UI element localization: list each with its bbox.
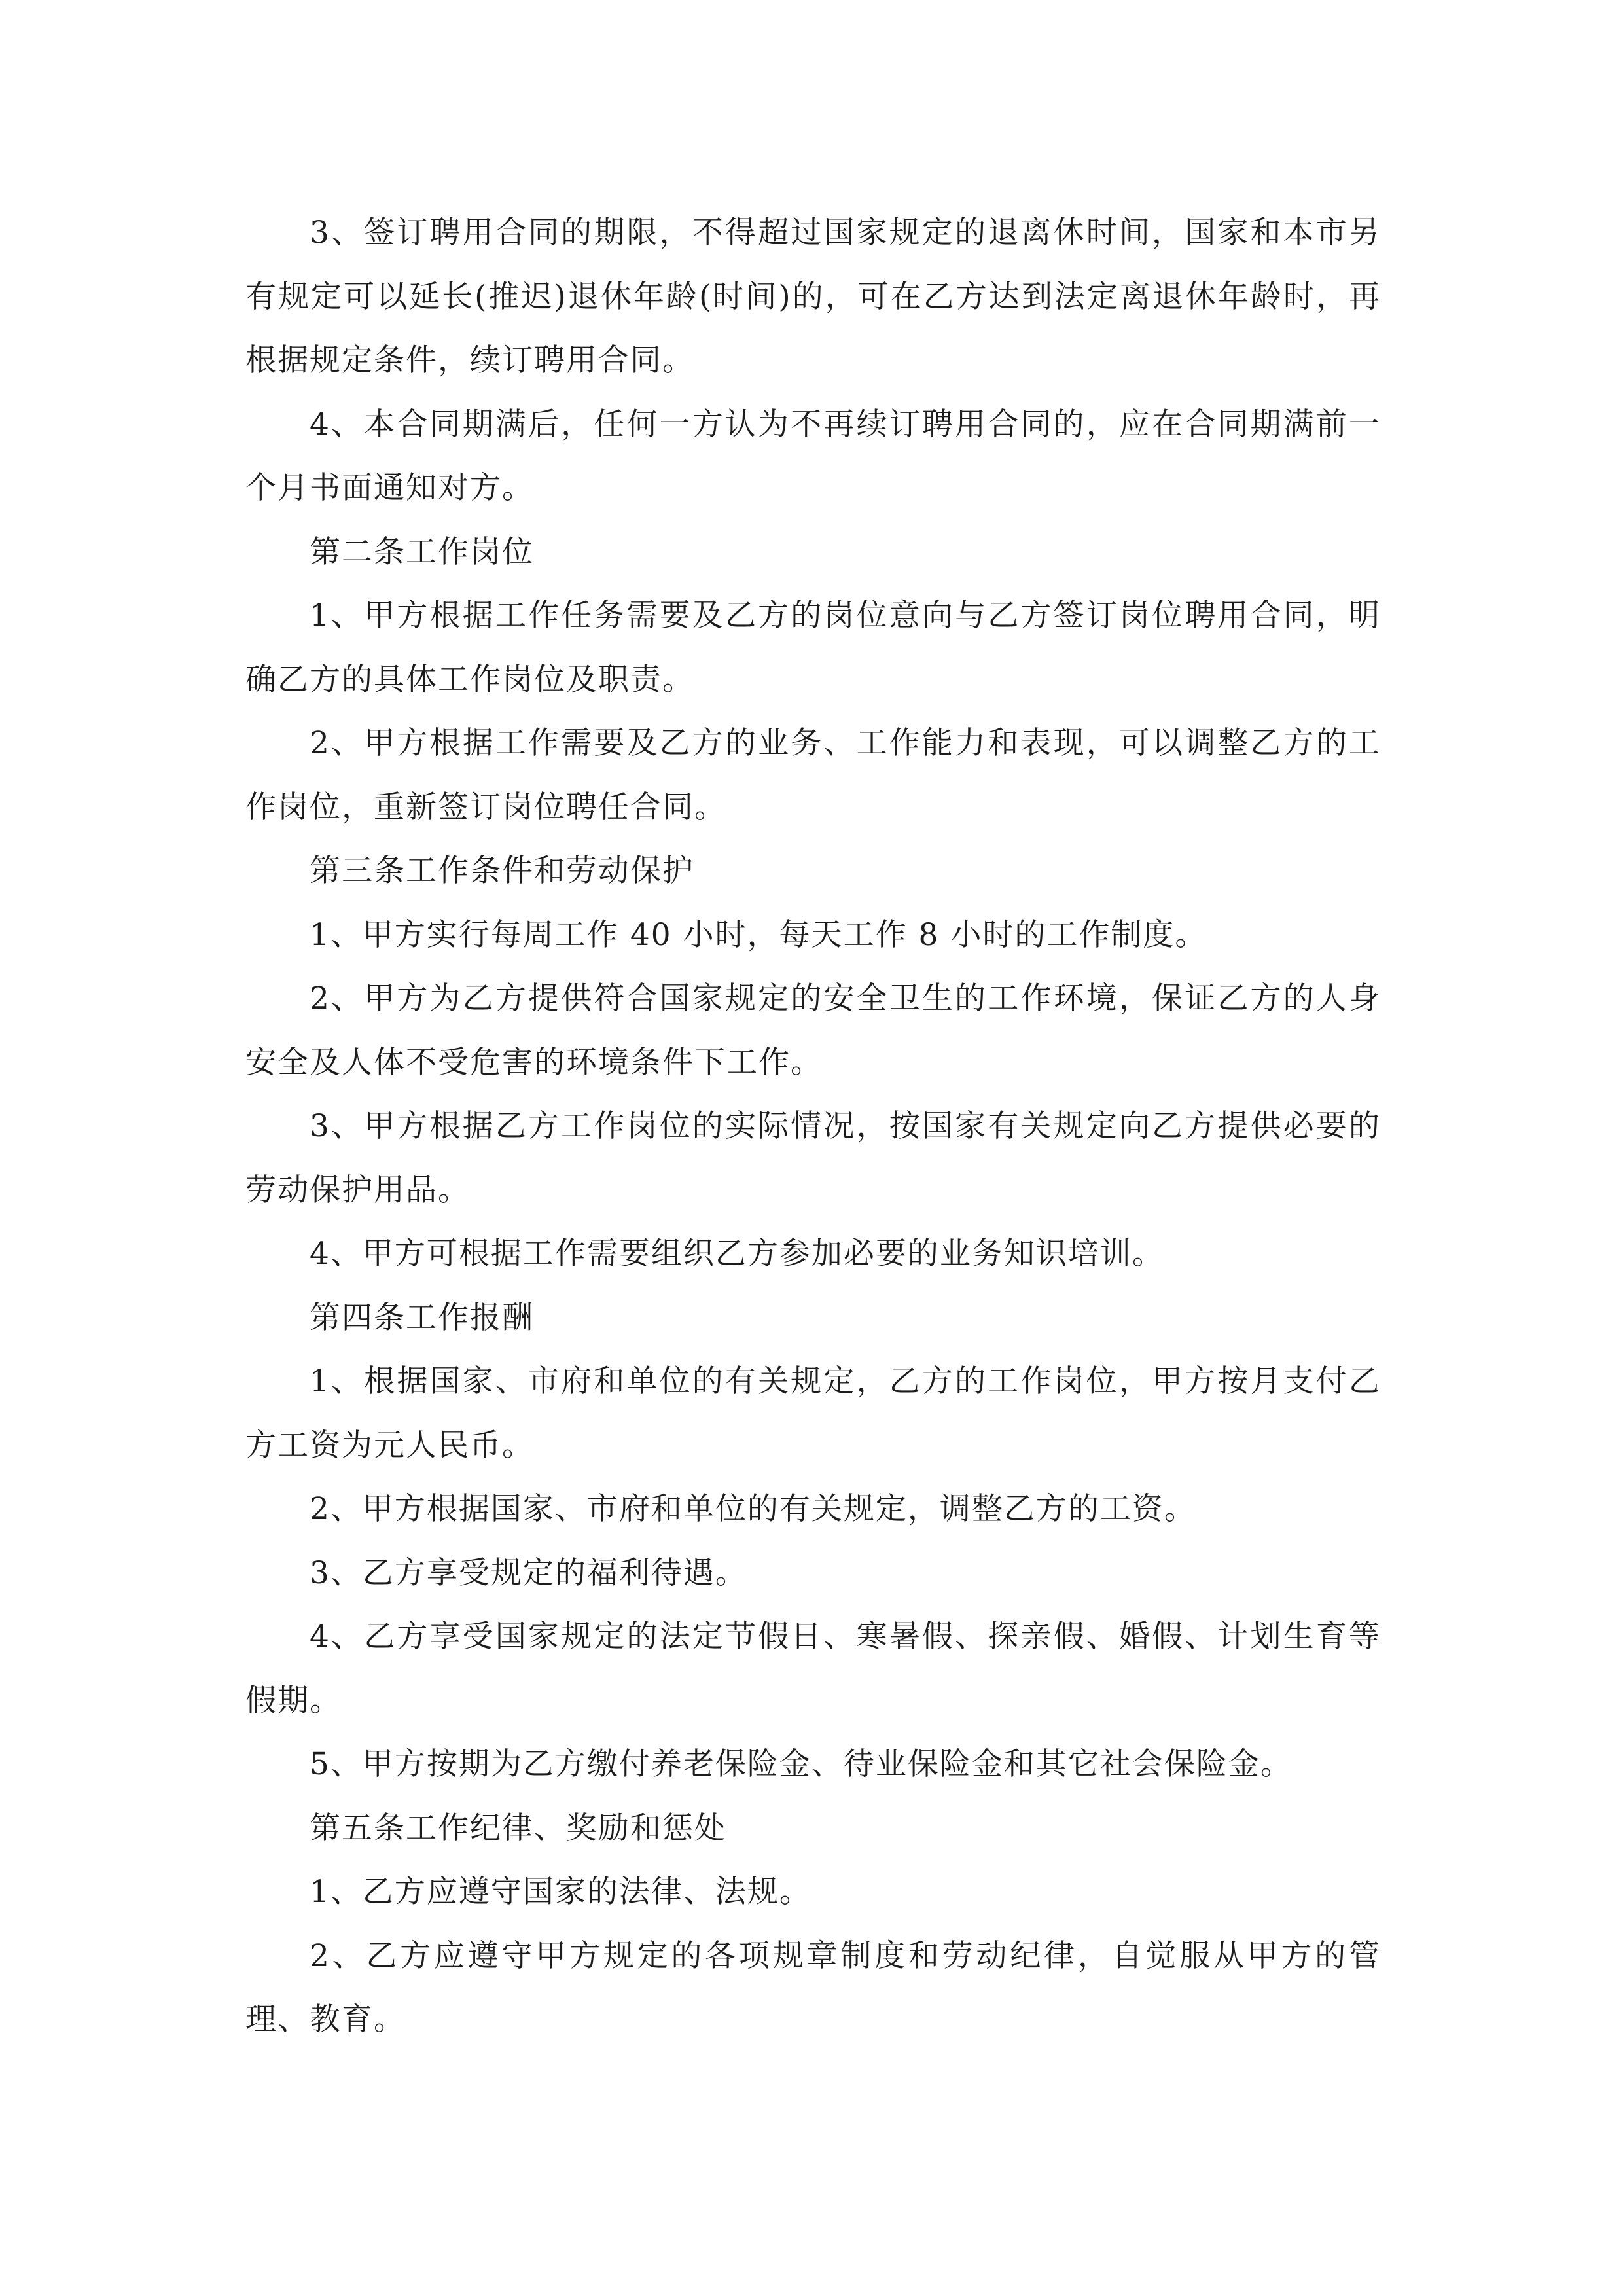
paragraph-salary-adjustment: 2、甲方根据国家、市府和单位的有关规定，调整乙方的工资。 <box>310 1491 1196 1527</box>
paragraph-position-adjustment: 2、甲方根据工作需要及乙方的业务、工作能力和表现，可以调整乙方的工作岗位，重新签订岗位聘任合同。 <box>245 725 1381 825</box>
heading-article-4: 第四条工作报酬 <box>310 1299 534 1336</box>
paragraph-training: 4、甲方可根据工作需要组织乙方参加必要的业务知识培训。 <box>310 1236 1164 1272</box>
paragraph-safe-environment: 2、甲方为乙方提供符合国家规定的安全卫生的工作环境，保证乙方的人身安全及人体不受危害的环境条件下工作。 <box>245 980 1381 1081</box>
paragraph-renewal-notice: 4、本合同期满后，任何一方认为不再续订聘用合同的，应在合同期满前一个月书面通知对方。 <box>245 406 1381 506</box>
paragraph-contract-term-limit: 3、签订聘用合同的期限，不得超过国家规定的退离休时间，国家和本市另有规定可以延长(推迟)退休年龄(时间)的，可在乙方达到法定离退休年龄时，再根据规定条件，续订聘用合同。 <box>245 215 1381 378</box>
paragraph-obey-rules: 2、乙方应遵守甲方规定的各项规章制度和劳动纪律，自觉服从甲方的管理、教育。 <box>245 1937 1381 2037</box>
document-body <box>245 201 1381 2052</box>
heading-article-2: 第二条工作岗位 <box>310 533 534 570</box>
paragraph-social-insurance: 5、甲方按期为乙方缴付养老保险金、待业保险金和其它社会保险金。 <box>310 1746 1293 1782</box>
paragraph-obey-laws: 1、乙方应遵守国家的法律、法规。 <box>310 1874 812 1910</box>
paragraph-monthly-salary: 1、根据国家、市府和单位的有关规定，乙方的工作岗位，甲方按月支付乙方工资为元人民币。 <box>245 1363 1381 1463</box>
paragraph-working-hours: 1、甲方实行每周工作 40 小时，每天工作 8 小时的工作制度。 <box>310 916 1207 953</box>
heading-article-3: 第三条工作条件和劳动保护 <box>310 853 694 889</box>
paragraph-position-contract: 1、甲方根据工作任务需要及乙方的岗位意向与乙方签订岗位聘用合同，明确乙方的具体工作岗位及职责。 <box>245 598 1381 698</box>
paragraph-welfare: 3、乙方享受规定的福利待遇。 <box>310 1554 747 1591</box>
paragraph-holidays: 4、乙方享受国家规定的法定节假日、寒暑假、探亲假、婚假、计划生育等假期。 <box>245 1619 1381 1719</box>
paragraph-protective-equipment: 3、甲方根据乙方工作岗位的实际情况，按国家有关规定向乙方提供必要的劳动保护用品。 <box>245 1108 1381 1208</box>
heading-article-5: 第五条工作纪律、奖励和惩处 <box>310 1810 726 1846</box>
